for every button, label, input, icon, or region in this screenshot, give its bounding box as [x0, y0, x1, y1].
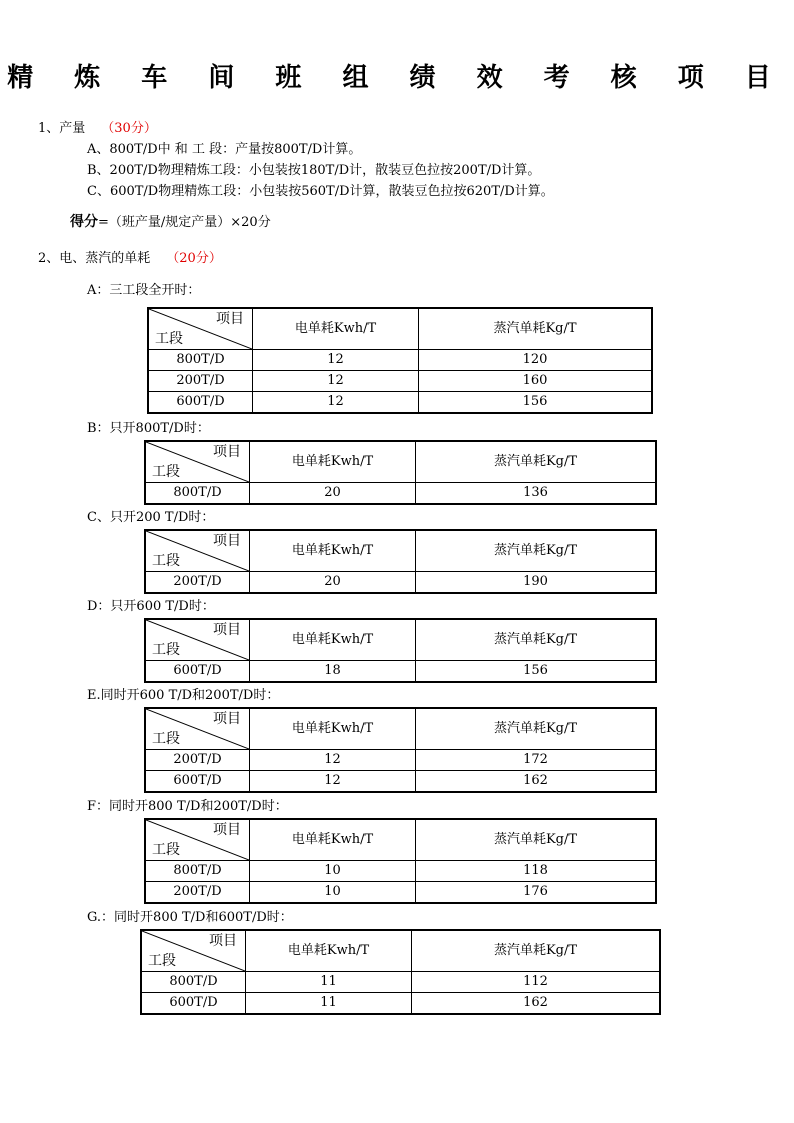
section1-points: （30分） [101, 121, 157, 136]
table-caption: B：只开800T/D时： [87, 421, 210, 436]
header-electricity: 电单耗Kwh/T [246, 930, 412, 972]
header-steam: 蒸汽单耗Kg/T [416, 530, 657, 572]
score-line [70, 213, 271, 232]
section1-heading-line [38, 120, 157, 138]
page-title: 精 炼 车 间 班 组 绩 效 考 核 项 目 [7, 63, 787, 93]
table-caption: D：只开600 T/D时： [87, 599, 215, 614]
header-item-label: 项目 [213, 533, 241, 549]
diagonal-header-cell [145, 441, 250, 483]
electricity-cell: 10 [250, 861, 416, 882]
section1-heading: 1、产量 [38, 121, 86, 136]
electricity-cell: 12 [250, 771, 416, 793]
header-steam: 蒸汽单耗Kg/T [416, 441, 657, 483]
steam-cell: 160 [419, 371, 653, 392]
section1-item-a: A、800T/D中 和 工 段：产量按800T/D计算。 [87, 142, 362, 157]
diagonal-header-cell [145, 530, 250, 572]
header-section-label: 工段 [152, 553, 180, 569]
table-caption: C、只开200 T/D时： [87, 510, 215, 525]
electricity-cell: 11 [246, 993, 412, 1015]
table-row [141, 972, 660, 993]
consumption-table [144, 529, 657, 594]
section2-points: （20分） [166, 251, 222, 266]
header-steam: 蒸汽单耗Kg/T [416, 619, 657, 661]
table-caption: E.同时开600 T/D和200T/D时： [87, 688, 280, 703]
header-steam: 蒸汽单耗Kg/T [412, 930, 661, 972]
header-item-label: 项目 [213, 444, 241, 460]
section-cell: 600T/D [148, 392, 253, 414]
table-row [145, 572, 656, 594]
header-electricity: 电单耗Kwh/T [250, 441, 416, 483]
steam-cell: 118 [416, 861, 657, 882]
header-item-label: 项目 [209, 933, 237, 949]
section-cell: 600T/D [145, 771, 250, 793]
section-cell: 200T/D [145, 882, 250, 904]
table-header-row [148, 308, 652, 350]
electricity-cell: 20 [250, 483, 416, 505]
header-section-label: 工段 [152, 642, 180, 658]
header-section-label: 工段 [155, 331, 183, 347]
header-steam: 蒸汽单耗Kg/T [416, 708, 657, 750]
diagonal-header-cell [148, 308, 253, 350]
header-item-label: 项目 [213, 711, 241, 727]
table-row [145, 661, 656, 683]
section-cell: 200T/D [148, 371, 253, 392]
section-cell: 800T/D [141, 972, 246, 993]
header-item-label: 项目 [216, 311, 244, 327]
header-section-label: 工段 [152, 842, 180, 858]
table-caption: A：三工段全开时： [87, 283, 201, 298]
consumption-table [140, 929, 661, 1015]
header-electricity: 电单耗Kwh/T [250, 708, 416, 750]
steam-cell: 176 [416, 882, 657, 904]
diagonal-header-cell [145, 619, 250, 661]
diagonal-header-cell [145, 708, 250, 750]
header-item-label: 项目 [213, 822, 241, 838]
electricity-cell: 12 [253, 392, 419, 414]
table-header-row [145, 530, 656, 572]
header-steam: 蒸汽单耗Kg/T [416, 819, 657, 861]
consumption-table [144, 818, 657, 904]
steam-cell: 136 [416, 483, 657, 505]
electricity-cell: 20 [250, 572, 416, 594]
table-row [141, 993, 660, 1015]
table-caption: F：同时开800 T/D和200T/D时： [87, 799, 288, 814]
header-steam: 蒸汽单耗Kg/T [419, 308, 653, 350]
table-row [145, 882, 656, 904]
electricity-cell: 11 [246, 972, 412, 993]
steam-cell: 162 [416, 771, 657, 793]
header-electricity: 电单耗Kwh/T [250, 530, 416, 572]
score-formula: =（班产量/规定产量）×20分 [98, 215, 271, 230]
table-row [145, 861, 656, 882]
header-item-label: 项目 [213, 622, 241, 638]
table-row [145, 771, 656, 793]
electricity-cell: 12 [253, 350, 419, 371]
steam-cell: 120 [419, 350, 653, 371]
electricity-cell: 12 [250, 750, 416, 771]
diagonal-header-cell [145, 819, 250, 861]
table-row [145, 483, 656, 505]
header-electricity: 电单耗Kwh/T [250, 619, 416, 661]
header-section-label: 工段 [152, 464, 180, 480]
header-electricity: 电单耗Kwh/T [253, 308, 419, 350]
consumption-table [144, 440, 657, 505]
steam-cell: 190 [416, 572, 657, 594]
section1-item-c: C、600T/D物理精炼工段：小包装按560T/D计算，散装豆色拉按620T/D计算。 [87, 184, 554, 199]
section-cell: 600T/D [145, 661, 250, 683]
steam-cell: 156 [416, 661, 657, 683]
section-cell: 800T/D [145, 483, 250, 505]
section2-heading-line [38, 250, 222, 268]
section1-item-b: B、200T/D物理精炼工段：小包装按180T/D计，散装豆色拉按200T/D计算。 [87, 163, 541, 178]
table-row [145, 750, 656, 771]
table-header-row [141, 930, 660, 972]
table-row [148, 392, 652, 414]
section-cell: 200T/D [145, 572, 250, 594]
table-row [148, 371, 652, 392]
table-row [148, 350, 652, 371]
steam-cell: 112 [412, 972, 661, 993]
steam-cell: 156 [419, 392, 653, 414]
section-cell: 200T/D [145, 750, 250, 771]
section-cell: 800T/D [148, 350, 253, 371]
table-caption: G.：同时开800 T/D和600T/D时： [87, 910, 293, 925]
electricity-cell: 10 [250, 882, 416, 904]
header-section-label: 工段 [148, 953, 176, 969]
score-label: 得分 [70, 214, 98, 230]
electricity-cell: 12 [253, 371, 419, 392]
section-cell: 600T/D [141, 993, 246, 1015]
header-section-label: 工段 [152, 731, 180, 747]
section-cell: 800T/D [145, 861, 250, 882]
consumption-table [144, 707, 657, 793]
consumption-table [147, 307, 653, 414]
electricity-cell: 18 [250, 661, 416, 683]
steam-cell: 172 [416, 750, 657, 771]
table-header-row [145, 619, 656, 661]
consumption-table [144, 618, 657, 683]
table-header-row [145, 819, 656, 861]
section2-heading: 2、电、蒸汽的单耗 [38, 251, 151, 266]
diagonal-header-cell [141, 930, 246, 972]
steam-cell: 162 [412, 993, 661, 1015]
table-header-row [145, 441, 656, 483]
table-header-row [145, 708, 656, 750]
header-electricity: 电单耗Kwh/T [250, 819, 416, 861]
